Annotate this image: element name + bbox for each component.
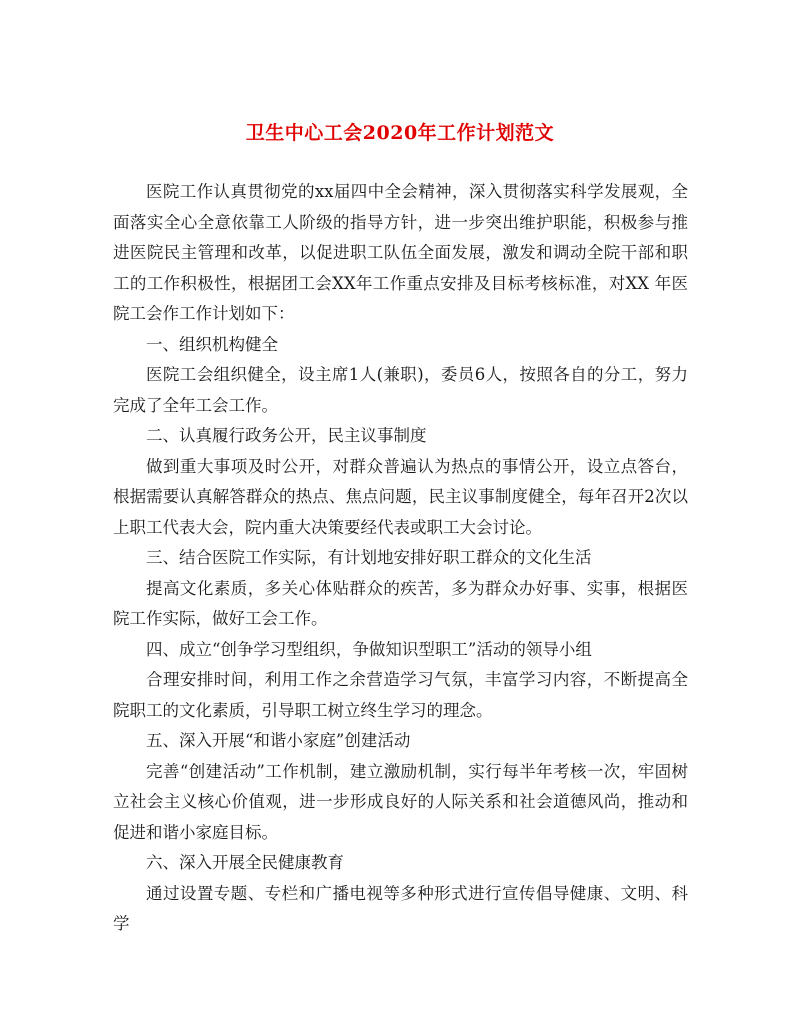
section-paragraph: 医院工会组织健全，设主席1人(兼职)，委员6人，按照各自的分工，努力完成了全年工会工作。 bbox=[113, 365, 688, 415]
section-heading: 四、成立“创争学习型组织，争做知识型职工”活动的领导小组 bbox=[146, 639, 592, 659]
section-paragraph: 提高文化素质，多关心体贴群众的疾苦，多为群众办好事、实事，根据医院工作实际，做好工会工作。 bbox=[113, 578, 688, 628]
section-heading: 一、组织机构健全 bbox=[146, 334, 278, 354]
section-paragraph: 完善“创建活动”工作机制，建立激励机制，实行每半年考核一次，牢固树立社会主义核心价值观，进一步形成良好的人际关系和社会道德风尚，推动和促进和谐小家庭目标。 bbox=[113, 761, 688, 842]
section-heading: 六、深入开展全民健康教育 bbox=[146, 853, 344, 872]
section-heading: 三、结合医院工作实际，有计划地安排好职工群众的文化生活 bbox=[146, 548, 592, 567]
document-title: 卫生中心工会2020年工作计划范文 bbox=[245, 122, 555, 144]
section-paragraph: 做到重大事项及时公开，对群众普遍认为热点的事情公开，设立点答台，根据需要认真解答群众的热点、焦点问题，民主议事制度健全，每年召开2次以上职工代表大会，院内重大决策要经代表或职工大会讨论。 bbox=[113, 456, 688, 537]
section-paragraph: 合理安排时间，利用工作之余营造学习气氛，丰富学习内容，不断提高全院职工的文化素质，引导职工树立终生学习的理念。 bbox=[113, 670, 688, 720]
section-heading: 二、认真履行政务公开，民主议事制度 bbox=[146, 426, 427, 445]
document-body bbox=[113, 177, 688, 940]
section-heading: 五、深入开展“和谐小家庭”创建活动 bbox=[146, 731, 411, 750]
intro-paragraph: 医院工作认真贯彻党的xx届四中全会精神，深入贯彻落实科学发展观，全面落实全心全意依靠工人阶级的指导方针，进一步突出维护职能，积极参与推进医院民主管理和改革，以促进职工队伍全面发展，激发和调动全院干部和职工的工作积极性，根据团工会XX年工作重点安排及目标考核标准，对XX 年医院工会作工作计划如下： bbox=[113, 182, 688, 323]
section-paragraph: 通过设置专题、专栏和广播电视等多种形式进行宣传倡导健康、文明、科学 bbox=[113, 883, 688, 933]
